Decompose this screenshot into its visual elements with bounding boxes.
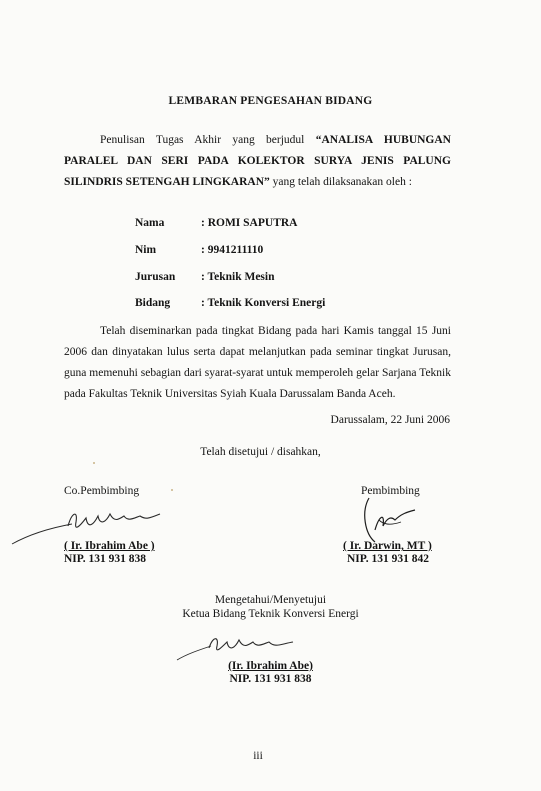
- page-number: iii: [253, 750, 263, 762]
- student-jurusan-row: [135, 271, 275, 283]
- place-date: Darussalam, 22 Juni 2006: [330, 414, 450, 426]
- thesis-title: “ANALISA HUBUNGAN PARALEL DAN SERI PADA KOLEKTOR SURYA JENIS PALUNG SILINDRIS SETENGAH LINGKARAN”: [64, 134, 451, 188]
- co-supervisor-role: Co.Pembimbing: [64, 485, 140, 497]
- nama-value: : ROMI SAPUTRA: [201, 217, 298, 229]
- seminar-text: Telah diseminarkan pada tingkat Bidang pada hari Kamis tanggal 15 Juni 2006 dan dinyatakan lulus serta dapat melanjutkan pada seminar tingkat Jurusan, guna memenuhi sebagian dari syarat-syarat untuk memperoleh gelar Sarjana Teknik pada Fakultas Teknik Universitas Syiah Kuala Darussalam Banda Aceh.: [64, 325, 451, 400]
- supervisor-role: Pembimbing: [361, 485, 420, 497]
- bidang-value: : Teknik Konversi Energi: [201, 297, 326, 309]
- student-name-row: [135, 217, 297, 229]
- nama-label: Nama: [135, 217, 165, 229]
- page-title: LEMBARAN PENGESAHAN BIDANG: [168, 95, 373, 107]
- paper-speck: [93, 462, 95, 464]
- student-nim-row: [135, 244, 263, 256]
- paper-speck: [171, 489, 173, 491]
- jurusan-value: : Teknik Mesin: [201, 271, 275, 283]
- intro-suffix: yang telah dilaksanakan oleh :: [269, 176, 412, 188]
- acknowledged-label: Mengetahui/Menyetujui: [214, 594, 327, 606]
- approval-text: Telah disetujui / disahkan,: [200, 446, 321, 458]
- nim-value: : 9941211110: [201, 244, 264, 256]
- co-supervisor-nip: NIP. 131 931 838: [64, 553, 146, 565]
- jurusan-label: Jurusan: [135, 271, 176, 283]
- student-bidang-row: [135, 297, 325, 309]
- seminar-paragraph: [64, 321, 451, 405]
- supervisor-nip: NIP. 131 931 842: [347, 553, 429, 565]
- head-nip: NIP. 131 931 838: [229, 673, 312, 685]
- nim-label: Nim: [135, 244, 157, 256]
- bidang-label: Bidang: [135, 297, 171, 309]
- head-name: (Ir. Ibrahim Abe): [228, 660, 313, 672]
- head-title: Ketua Bidang Teknik Konversi Energi: [182, 608, 359, 620]
- intro-prefix: Penulisan Tugas Akhir yang berjudul: [100, 134, 316, 146]
- intro-paragraph: [64, 130, 451, 193]
- co-supervisor-name: ( Ir. Ibrahim Abe ): [64, 540, 155, 552]
- supervisor-name: ( Ir. Darwin, MT ): [343, 540, 432, 552]
